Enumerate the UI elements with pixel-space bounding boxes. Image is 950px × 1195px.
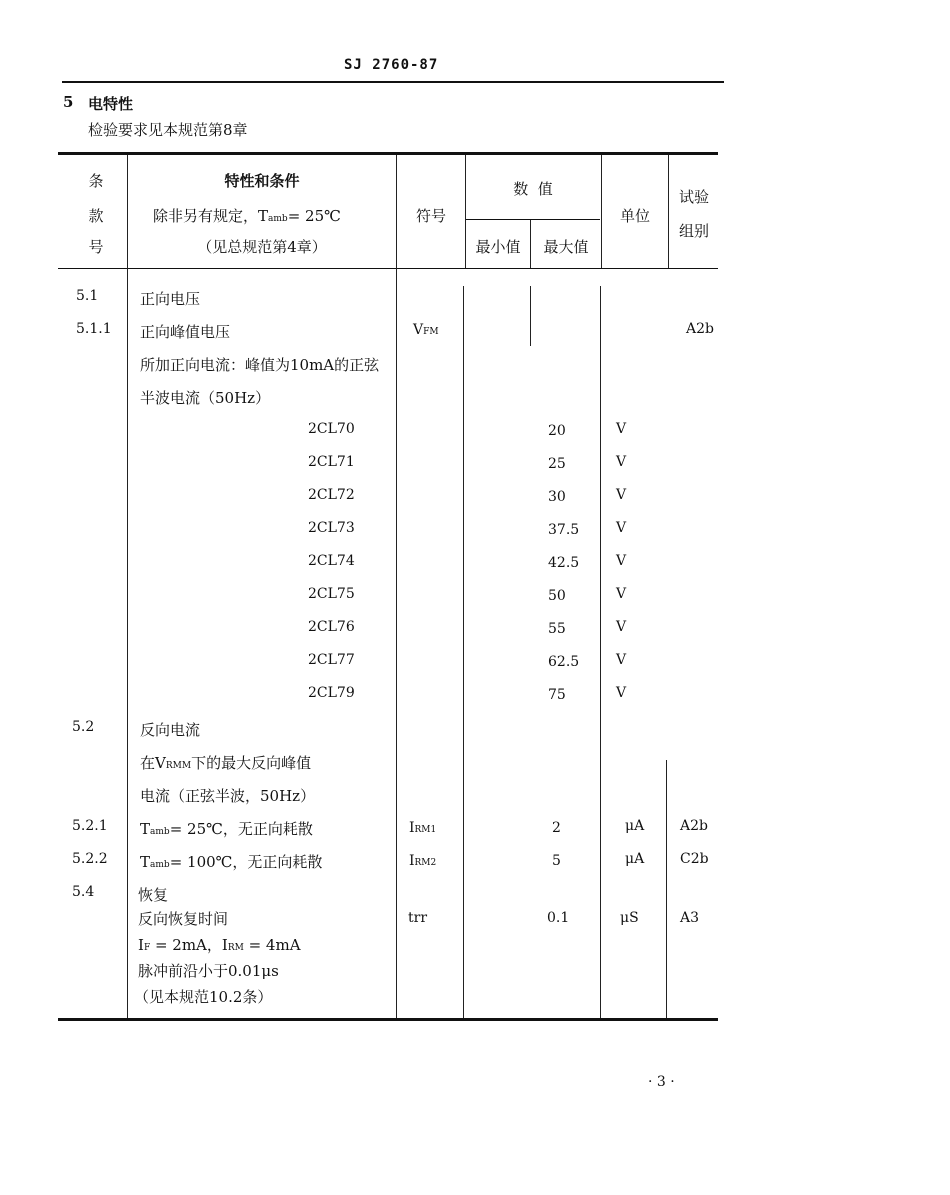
row-unit: V [616, 586, 627, 602]
row-text: 反向电流 [140, 721, 201, 739]
section-title: 电特性 [88, 95, 134, 113]
row-max: 62.5 [548, 654, 580, 670]
row-max: 30 [548, 489, 566, 505]
section-note: 检验要求见本规范第8章 [88, 121, 248, 139]
header-min: 最小值 [475, 238, 521, 256]
row-max: 5 [552, 853, 561, 869]
row-max: 0.1 [547, 910, 570, 926]
col-divider [666, 760, 667, 1018]
table-header-rule [58, 268, 718, 269]
row-unit: V [616, 520, 627, 536]
col-divider [668, 155, 669, 268]
value-subheader-rule [466, 219, 600, 220]
row-text: IF = 2mA，IRM = 4mA [138, 936, 301, 954]
row-max: 2 [552, 820, 561, 836]
header-group-1: 试验 [678, 188, 709, 206]
row-model: 2CL73 [308, 520, 355, 536]
header-symbol: 符号 [415, 207, 446, 225]
row-unit: V [616, 652, 627, 668]
row-unit: V [616, 454, 627, 470]
row-group: A2b [680, 818, 708, 834]
row-max: 50 [548, 588, 566, 604]
row-clause: 5.4 [72, 884, 95, 900]
col-divider [463, 286, 464, 1018]
col-divider [465, 155, 466, 268]
row-clause: 5.1 [76, 288, 99, 304]
col-divider [396, 155, 397, 1018]
row-model: 2CL76 [308, 619, 355, 635]
row-max: 37.5 [548, 522, 580, 538]
col-divider [601, 155, 602, 268]
header-reference: （见总规范第4章） [197, 238, 327, 256]
row-model: 2CL71 [308, 454, 355, 470]
header-group-2: 组别 [678, 222, 709, 240]
row-group: A3 [680, 910, 700, 926]
header-clause-3: 号 [88, 238, 104, 256]
header-clause-2: 款 [88, 207, 104, 225]
row-text: Tamb= 100℃，无正向耗散 [140, 853, 323, 871]
row-text: Tamb= 25℃，无正向耗散 [140, 820, 313, 838]
row-text: 所加正向电流：峰值为10mA的正弦 [140, 356, 380, 374]
row-text: （见本规范10.2条） [134, 988, 273, 1006]
header-clause-1: 条 [88, 172, 104, 190]
row-max: 25 [548, 456, 566, 472]
row-text: 正向电压 [140, 290, 201, 308]
table-top-rule [58, 152, 718, 155]
document-id: SJ 2760-87 [344, 57, 439, 73]
header-value: 数 值 [513, 180, 553, 198]
header-max: 最大值 [543, 238, 589, 256]
row-unit: V [616, 487, 627, 503]
row-clause: 5.2 [72, 719, 95, 735]
row-model: 2CL74 [308, 553, 355, 569]
header-conditions: 除非另有规定，Tamb= 25℃ [153, 207, 341, 225]
row-clause: 5.2.1 [72, 818, 108, 834]
row-clause: 5.1.1 [76, 321, 112, 337]
row-text: 在VRMM下的最大反向峰值 [140, 754, 312, 772]
row-model: 2CL72 [308, 487, 355, 503]
row-max: 55 [548, 621, 566, 637]
row-group: C2b [680, 851, 709, 867]
row-text: 脉冲前沿小于0.01μs [138, 962, 279, 980]
table-bottom-rule [58, 1018, 718, 1021]
row-max: 42.5 [548, 555, 580, 571]
row-model: 2CL75 [308, 586, 355, 602]
header-characteristics: 特性和条件 [224, 172, 300, 190]
row-unit: V [616, 553, 627, 569]
row-max: 20 [548, 423, 566, 439]
row-unit: μA [625, 851, 645, 867]
row-unit: V [616, 421, 627, 437]
header-unit: 单位 [619, 207, 650, 225]
section-number: 5 [63, 93, 74, 111]
row-symbol: trr [408, 910, 428, 926]
row-text: 电流（正弦半波，50Hz） [140, 787, 316, 805]
row-unit: μA [625, 818, 645, 834]
col-divider [530, 286, 531, 346]
row-symbol: IRM2 [409, 853, 437, 869]
row-unit: V [616, 685, 627, 701]
row-clause: 5.2.2 [72, 851, 108, 867]
row-text: 半波电流（50Hz） [140, 389, 271, 407]
page-number: · 3 · [648, 1074, 675, 1090]
col-divider [600, 286, 601, 1018]
row-model: 2CL79 [308, 685, 355, 701]
row-symbol: VFM [413, 322, 439, 338]
row-max: 75 [548, 687, 566, 703]
header-rule [62, 81, 724, 83]
col-divider [530, 220, 531, 268]
row-text: 反向恢复时间 [138, 910, 229, 928]
row-unit: V [616, 619, 627, 635]
row-text: 正向峰值电压 [140, 323, 231, 341]
row-model: 2CL77 [308, 652, 355, 668]
col-divider [127, 155, 128, 1018]
row-unit: μS [620, 910, 639, 926]
row-symbol: IRM1 [409, 820, 437, 836]
row-model: 2CL70 [308, 421, 355, 437]
row-text: 恢复 [138, 886, 169, 904]
row-group: A2b [686, 321, 714, 337]
